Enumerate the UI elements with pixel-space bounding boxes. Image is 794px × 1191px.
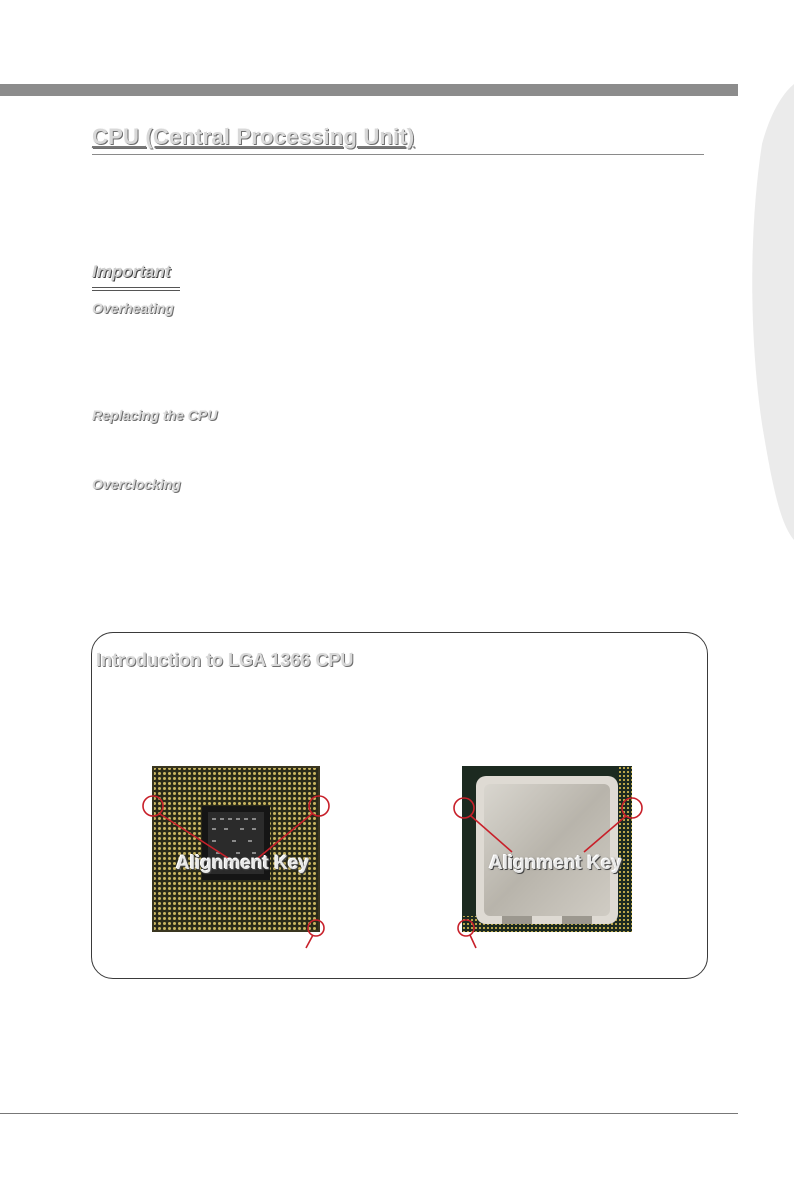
right-alignment-key-label: Alignment Key (489, 853, 623, 874)
left-alignment-key-label: Alignment Key (176, 853, 310, 874)
overheating-heading: Overheating (92, 300, 174, 316)
important-underline-1 (92, 287, 180, 288)
important-underline-2 (92, 290, 180, 291)
footer-rule (0, 1113, 738, 1114)
important-heading: Important (92, 262, 171, 281)
title-divider (92, 154, 704, 155)
replacing-cpu-heading: Replacing the CPU (92, 407, 218, 423)
cpu-heatspreader-image (462, 766, 632, 932)
header-bar (0, 84, 738, 96)
intro-box-title: Introduction to LGA 1366 CPU (96, 650, 354, 670)
section-title: CPU (Central Processing Unit) (92, 124, 415, 149)
side-chapter-tab (740, 84, 794, 540)
overclocking-heading: Overclocking (92, 476, 181, 492)
cpu-pin-side-image (152, 766, 320, 932)
